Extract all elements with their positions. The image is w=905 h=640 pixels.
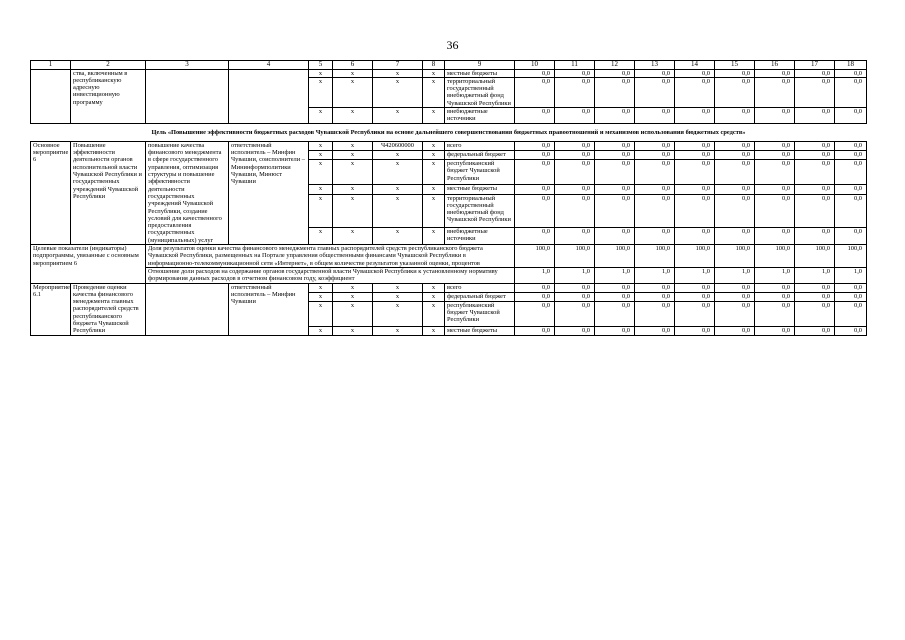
value-cell: 0,0 — [835, 283, 867, 292]
indicator-value: 100,0 — [595, 245, 635, 268]
value-cell: 0,0 — [635, 292, 675, 301]
x-mark: x — [309, 326, 333, 335]
value-cell: 0,0 — [835, 141, 867, 150]
indicator-value: 1,0 — [635, 267, 675, 283]
value-cell: 0,0 — [595, 107, 635, 123]
value-cell: 0,0 — [835, 326, 867, 335]
value-cell: 0,0 — [675, 283, 715, 292]
value-cell: 0,0 — [595, 227, 635, 244]
value-cell: 0,0 — [715, 326, 755, 335]
page-number: 36 — [446, 38, 459, 52]
x-mark: x — [309, 194, 333, 227]
value-cell: 0,0 — [555, 194, 595, 227]
value-cell: 0,0 — [795, 185, 835, 194]
x-mark: x — [309, 160, 333, 185]
value-cell: 0,0 — [635, 107, 675, 123]
table-row — [31, 283, 867, 292]
indicator-value: 100,0 — [795, 245, 835, 268]
table-row — [31, 141, 867, 150]
indicator-value: 100,0 — [555, 245, 595, 268]
value-cell: 0,0 — [635, 227, 675, 244]
x-mark: x — [333, 185, 373, 194]
value-cell: 0,0 — [675, 151, 715, 160]
value-cell: 0,0 — [635, 77, 675, 107]
x-mark: x — [309, 151, 333, 160]
value-cell: 0,0 — [555, 151, 595, 160]
x-mark: x — [423, 185, 445, 194]
value-cell: 0,0 — [755, 326, 795, 335]
column-header-8: 8 — [423, 61, 445, 70]
column-header-9: 9 — [445, 61, 515, 70]
indicator-value: 100,0 — [755, 245, 795, 268]
indicator-value: 1,0 — [755, 267, 795, 283]
value-cell: 0,0 — [595, 160, 635, 185]
activity-name: Проведение оценки качества финансового менеджмента главных распорядителей средств республиканского бюджета Чувашской Республики — [71, 283, 146, 335]
value-cell: 0,0 — [515, 141, 555, 150]
value-cell: 0,0 — [795, 160, 835, 185]
target-code: x — [373, 107, 423, 123]
value-cell: 0,0 — [835, 77, 867, 107]
value-cell: 0,0 — [675, 292, 715, 301]
value-cell: 0,0 — [715, 160, 755, 185]
value-cell: 0,0 — [635, 69, 675, 77]
column-header-12: 12 — [595, 61, 635, 70]
value-cell: 0,0 — [715, 77, 755, 107]
x-mark: x — [423, 160, 445, 185]
value-cell: 0,0 — [635, 301, 675, 326]
responsible: ответственный исполнитель – Минфин Чувашии, соисполнители – Мининформполитики Чувашии, Минюст Чувашии — [229, 141, 309, 244]
funding-source: внебюджетные источники — [445, 107, 515, 123]
value-cell: 0,0 — [595, 141, 635, 150]
empty-cell — [146, 283, 229, 335]
column-header-14: 14 — [675, 61, 715, 70]
x-mark: x — [333, 69, 373, 77]
value-cell: 0,0 — [795, 227, 835, 244]
value-cell: 0,0 — [755, 194, 795, 227]
indicator-value: 1,0 — [715, 267, 755, 283]
value-cell: 0,0 — [595, 151, 635, 160]
value-cell: 0,0 — [515, 107, 555, 123]
x-mark: x — [423, 283, 445, 292]
value-cell: 0,0 — [755, 107, 795, 123]
funding-source: республиканский бюджет Чувашской Республики — [445, 301, 515, 326]
target-code: x — [373, 283, 423, 292]
x-mark: x — [423, 227, 445, 244]
activity-id: Основное мероприятие 6 — [31, 141, 71, 244]
x-mark: x — [333, 292, 373, 301]
value-cell: 0,0 — [515, 151, 555, 160]
funding-source: территориальный государственный внебюджетный фонд Чувашской Республики — [445, 77, 515, 107]
value-cell: 0,0 — [835, 227, 867, 244]
value-cell: 0,0 — [555, 185, 595, 194]
value-cell: 0,0 — [515, 326, 555, 335]
value-cell: 0,0 — [555, 107, 595, 123]
value-cell: 0,0 — [595, 292, 635, 301]
value-cell: 0,0 — [515, 69, 555, 77]
value-cell: 0,0 — [835, 151, 867, 160]
funding-source: всего — [445, 283, 515, 292]
funding-source: федеральный бюджет — [445, 292, 515, 301]
column-header-15: 15 — [715, 61, 755, 70]
funding-source: местные бюджеты — [445, 326, 515, 335]
value-cell: 0,0 — [835, 160, 867, 185]
x-mark: x — [309, 185, 333, 194]
column-header-1: 1 — [31, 61, 71, 70]
value-cell: 0,0 — [675, 301, 715, 326]
indicator-text: Доля результатов оценки качества финансового менеджмента главных распорядителей средств республиканского бюджета Чувашской Республики, размещенных на Портале управления общественными финансами Чувашской Республики в информационно-телекоммуникационной сети «Интернет», в общем количестве результатов указанной оценки, процентов — [146, 245, 515, 268]
indicator-value: 100,0 — [835, 245, 867, 268]
target-row — [31, 267, 867, 283]
value-cell: 0,0 — [635, 151, 675, 160]
value-cell: 0,0 — [675, 107, 715, 123]
value-cell: 0,0 — [755, 160, 795, 185]
x-mark: x — [309, 141, 333, 150]
column-header-7: 7 — [373, 61, 423, 70]
target-code: x — [373, 77, 423, 107]
value-cell: 0,0 — [555, 69, 595, 77]
funding-source: местные бюджеты — [445, 69, 515, 77]
indicator-value: 1,0 — [555, 267, 595, 283]
value-cell: 0,0 — [715, 194, 755, 227]
value-cell: 0,0 — [795, 151, 835, 160]
column-header-4: 4 — [229, 61, 309, 70]
value-cell: 0,0 — [515, 283, 555, 292]
value-cell: 0,0 — [755, 283, 795, 292]
column-header-11: 11 — [555, 61, 595, 70]
x-mark: x — [423, 69, 445, 77]
indicator-value: 1,0 — [835, 267, 867, 283]
budget-table — [30, 60, 867, 336]
value-cell: 0,0 — [635, 141, 675, 150]
value-cell: 0,0 — [835, 301, 867, 326]
value-cell: 0,0 — [595, 77, 635, 107]
value-cell: 0,0 — [715, 283, 755, 292]
x-mark: x — [423, 77, 445, 107]
value-cell: 0,0 — [755, 292, 795, 301]
column-header-6: 6 — [333, 61, 373, 70]
table-row — [31, 69, 867, 77]
value-cell: 0,0 — [595, 326, 635, 335]
value-cell: 0,0 — [715, 151, 755, 160]
x-mark: x — [423, 292, 445, 301]
value-cell: 0,0 — [675, 141, 715, 150]
x-mark: x — [423, 194, 445, 227]
x-mark: x — [309, 283, 333, 292]
value-cell: 0,0 — [795, 283, 835, 292]
x-mark: x — [333, 151, 373, 160]
x-mark: x — [423, 107, 445, 123]
indicator-text: Отношение доли расходов на содержание органов государственной власти Чувашской Республики к установленному нормативу формирования данных расходов в отчетном финансовом году, коэффициент — [146, 267, 515, 283]
x-mark: x — [423, 326, 445, 335]
value-cell: 0,0 — [635, 283, 675, 292]
column-header-16: 16 — [755, 61, 795, 70]
value-cell: 0,0 — [675, 326, 715, 335]
value-cell: 0,0 — [755, 77, 795, 107]
value-cell: 0,0 — [795, 194, 835, 227]
value-cell: 0,0 — [515, 292, 555, 301]
funding-source: территориальный государственный внебюджетный фонд Чувашской Республики — [445, 194, 515, 227]
indicator-value: 100,0 — [715, 245, 755, 268]
value-cell: 0,0 — [635, 194, 675, 227]
value-cell: 0,0 — [715, 227, 755, 244]
funding-source: местные бюджеты — [445, 185, 515, 194]
empty-cell — [31, 69, 71, 123]
x-mark: x — [333, 160, 373, 185]
responsible: ответственный исполнитель – Минфин Чувашии — [229, 283, 309, 335]
x-mark: x — [333, 301, 373, 326]
value-cell: 0,0 — [755, 69, 795, 77]
indicator-value: 100,0 — [515, 245, 555, 268]
activity-id: Мероприятие 6.1 — [31, 283, 71, 335]
value-cell: 0,0 — [795, 69, 835, 77]
x-mark: x — [423, 141, 445, 150]
x-mark: x — [333, 326, 373, 335]
value-cell: 0,0 — [635, 185, 675, 194]
target-code: x — [373, 151, 423, 160]
target-code: x — [373, 194, 423, 227]
goal-row — [31, 123, 867, 141]
value-cell: 0,0 — [795, 141, 835, 150]
funding-source: республиканский бюджет Чувашской Республики — [445, 160, 515, 185]
value-cell: 0,0 — [595, 185, 635, 194]
value-cell: 0,0 — [555, 227, 595, 244]
x-mark: x — [333, 227, 373, 244]
value-cell: 0,0 — [515, 227, 555, 244]
target-code: x — [373, 326, 423, 335]
value-cell: 0,0 — [555, 77, 595, 107]
value-cell: 0,0 — [675, 185, 715, 194]
value-cell: 0,0 — [715, 69, 755, 77]
value-cell: 0,0 — [595, 283, 635, 292]
value-cell: 0,0 — [755, 151, 795, 160]
value-cell: 0,0 — [515, 77, 555, 107]
x-mark: x — [333, 77, 373, 107]
x-mark: x — [333, 194, 373, 227]
target-code: x — [373, 292, 423, 301]
column-header-18: 18 — [835, 61, 867, 70]
x-mark: x — [423, 151, 445, 160]
value-cell: 0,0 — [795, 107, 835, 123]
column-header-13: 13 — [635, 61, 675, 70]
value-cell: 0,0 — [755, 141, 795, 150]
value-cell: 0,0 — [715, 185, 755, 194]
value-cell: 0,0 — [795, 326, 835, 335]
column-header-3: 3 — [146, 61, 229, 70]
funding-source: всего — [445, 141, 515, 150]
value-cell: 0,0 — [715, 301, 755, 326]
x-mark: x — [309, 77, 333, 107]
value-cell: 0,0 — [795, 292, 835, 301]
x-mark: x — [333, 141, 373, 150]
header-row — [31, 61, 867, 70]
value-cell: 0,0 — [555, 141, 595, 150]
value-cell: 0,0 — [795, 301, 835, 326]
value-cell: 0,0 — [835, 107, 867, 123]
value-cell: 0,0 — [595, 301, 635, 326]
indicator-value: 1,0 — [795, 267, 835, 283]
indicator-value: 1,0 — [515, 267, 555, 283]
indicator-value: 100,0 — [635, 245, 675, 268]
column-header-5: 5 — [309, 61, 333, 70]
x-mark: x — [333, 283, 373, 292]
value-cell: 0,0 — [835, 185, 867, 194]
value-cell: 0,0 — [515, 194, 555, 227]
value-cell: 0,0 — [675, 227, 715, 244]
activity-name: Повышение эффективности деятельности органов исполнительной власти Чувашской Республики и государственных учреждений Чувашской Республики — [71, 141, 146, 244]
value-cell: 0,0 — [635, 160, 675, 185]
goal-text: Цель «Повышение эффективности бюджетных расходов Чувашской Республики на основе дальнейшего совершенствования бюджетных правоотношений и механизмов использования бюджетных средств» — [31, 123, 867, 141]
value-cell: 0,0 — [515, 160, 555, 185]
indicator-value: 100,0 — [675, 245, 715, 268]
column-header-10: 10 — [515, 61, 555, 70]
funding-source: внебюджетные источники — [445, 227, 515, 244]
value-cell: 0,0 — [835, 194, 867, 227]
value-cell: 0,0 — [675, 194, 715, 227]
value-cell: 0,0 — [555, 160, 595, 185]
value-cell: 0,0 — [675, 77, 715, 107]
empty-cell — [146, 69, 229, 123]
value-cell: 0,0 — [555, 326, 595, 335]
value-cell: 0,0 — [835, 292, 867, 301]
x-mark: x — [309, 69, 333, 77]
column-header-17: 17 — [795, 61, 835, 70]
value-cell: 0,0 — [675, 69, 715, 77]
value-cell: 0,0 — [795, 77, 835, 107]
value-cell: 0,0 — [835, 69, 867, 77]
x-mark: x — [309, 292, 333, 301]
value-cell: 0,0 — [715, 292, 755, 301]
value-cell: 0,0 — [515, 301, 555, 326]
x-mark: x — [333, 107, 373, 123]
target-code: x — [373, 69, 423, 77]
x-mark: x — [309, 301, 333, 326]
value-cell: 0,0 — [755, 227, 795, 244]
funding-source: федеральный бюджет — [445, 151, 515, 160]
activity-name: ства, включенным в республиканскую адресную инвестиционную программу — [71, 69, 146, 123]
value-cell: 0,0 — [555, 283, 595, 292]
target-code: x — [373, 227, 423, 244]
target-code: Ч420600000 — [373, 141, 423, 150]
target-code: x — [373, 301, 423, 326]
x-mark: x — [423, 301, 445, 326]
value-cell: 0,0 — [555, 292, 595, 301]
value-cell: 0,0 — [715, 107, 755, 123]
value-cell: 0,0 — [755, 185, 795, 194]
value-cell: 0,0 — [515, 185, 555, 194]
x-mark: x — [309, 107, 333, 123]
value-cell: 0,0 — [595, 194, 635, 227]
target-code: x — [373, 160, 423, 185]
column-header-2: 2 — [71, 61, 146, 70]
targets-label: Целевые показатели (индикаторы) подпрограммы, увязанные с основным мероприятием 6 — [31, 245, 146, 283]
value-cell: 0,0 — [595, 69, 635, 77]
indicator-value: 1,0 — [675, 267, 715, 283]
empty-cell — [229, 69, 309, 123]
value-cell: 0,0 — [755, 301, 795, 326]
value-cell: 0,0 — [675, 160, 715, 185]
target-code: x — [373, 185, 423, 194]
target-row — [31, 245, 867, 268]
value-cell: 0,0 — [715, 141, 755, 150]
activity-result: повышение качества финансового менеджмента в сфере государственного управления, оптимизация структуры и повышение эффективности деятельности государственных учреждений Чувашской Республики, создание условий для качественного предоставления государственных (муниципальных) услуг — [146, 141, 229, 244]
indicator-value: 1,0 — [595, 267, 635, 283]
value-cell: 0,0 — [555, 301, 595, 326]
x-mark: x — [309, 227, 333, 244]
value-cell: 0,0 — [635, 326, 675, 335]
